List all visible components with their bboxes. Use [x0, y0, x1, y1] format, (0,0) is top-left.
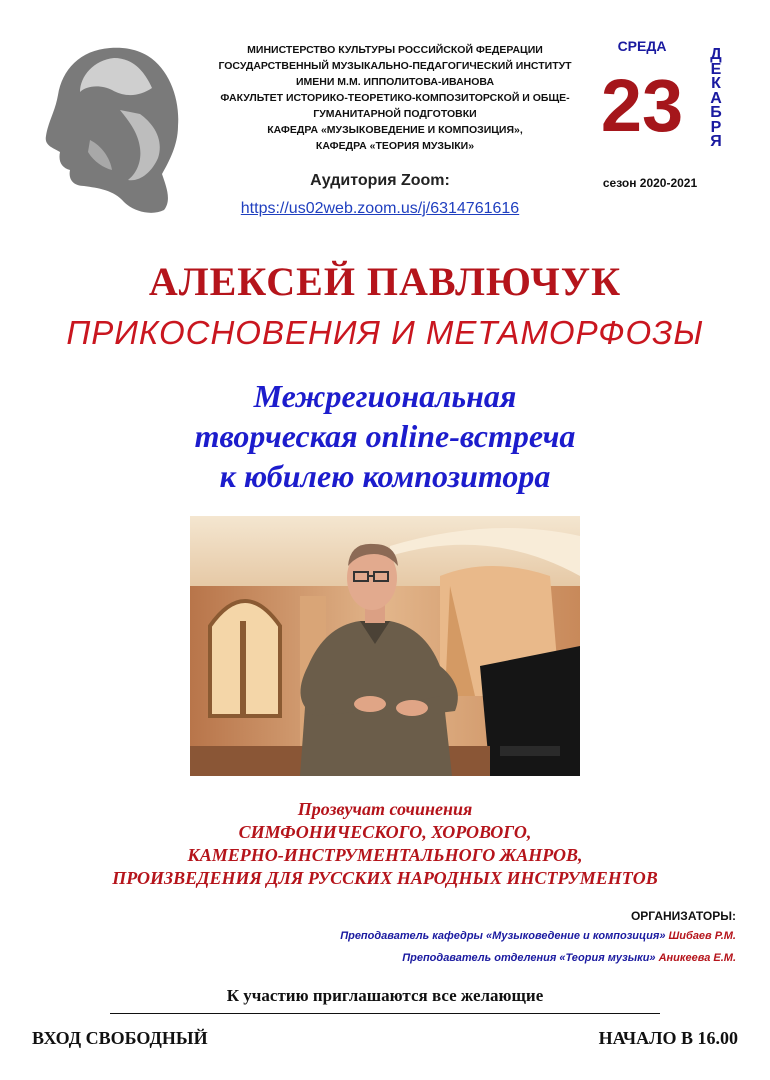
organizers-heading: ОРГАНИЗАТОРЫ: — [630, 909, 736, 923]
organizer-person: Шибаев Р.М. — [668, 930, 736, 942]
month-letter: А — [710, 89, 722, 107]
header-line: ИМЕНИ М.М. ИППОЛИТОВА-ИВАНОВА — [295, 76, 495, 88]
organizer-item — [200, 930, 736, 942]
organizer-role: Преподаватель кафедры «Музыковедение и композиция» — [340, 930, 666, 942]
header-line: МИНИСТЕРСТВО КУЛЬТУРЫ РОССИЙСКОЙ ФЕДЕРАЦИИ — [247, 44, 543, 56]
header-line: ГОСУДАРСТВЕННЫЙ МУЗЫКАЛЬНО-ПЕДАГОГИЧЕСКИЙ ИНСТИТУТ — [218, 60, 572, 72]
divider — [110, 1013, 660, 1014]
works-line: ПРОИЗВЕДЕНИЯ ДЛЯ РУССКИХ НАРОДНЫХ ИНСТРУМЕНТОВ — [112, 868, 658, 888]
zoom-meeting-link[interactable]: https://us02web.zoom.us/j/6314761616 — [240, 200, 520, 217]
event-line: творческая online-встреча — [194, 418, 576, 454]
header-line: КАФЕДРА «ТЕОРИЯ МУЗЫКИ» — [315, 140, 475, 152]
month-letter: Д — [710, 46, 722, 63]
organizer-item — [200, 952, 736, 964]
month-letter: Е — [710, 60, 722, 78]
event-line: Межрегиональная — [253, 378, 517, 414]
composer-name: АЛЕКСЕЙ ПАВЛЮЧУК — [148, 259, 622, 304]
invitation-text: К участию приглашаются все желающие — [226, 986, 544, 1005]
event-weekday: СРЕДА — [617, 38, 667, 54]
organizer-role: Преподаватель отделения «Теория музыки» — [402, 952, 656, 964]
event-line: к юбилею композитора — [219, 458, 551, 494]
works-line: Прозвучат сочинения — [297, 799, 473, 819]
month-letter: К — [711, 75, 721, 92]
season-label: сезон 2020-2021 — [602, 176, 698, 190]
free-entry-label: ВХОД СВОБОДНЫЙ — [32, 1028, 208, 1048]
header-line: ФАКУЛЬТЕТ ИСТОРИКО-ТЕОРЕТИКО-КОМПОЗИТОРСКОЙ И ОБЩЕ- — [220, 92, 570, 104]
month-letter: Я — [710, 133, 722, 150]
zoom-room-label: Аудитория Zoom: — [310, 172, 450, 189]
event-month-vertical — [704, 48, 728, 150]
event-description — [0, 376, 770, 496]
header-line: ГУМАНИТАРНОЙ ПОДГОТОВКИ — [313, 108, 477, 120]
month-letter: Б — [710, 104, 722, 121]
works-line: КАМЕРНО-ИНСТРУМЕНТАЛЬНОГО ЖАНРОВ, — [187, 845, 583, 865]
works-line: СИМФОНИЧЕСКОГО, ХОРОВОГО, — [238, 822, 532, 842]
program-works — [0, 798, 770, 890]
start-time-label: НАЧАЛО В 16.00 — [598, 1028, 738, 1048]
organizer-person: Аникеева Е.М. — [658, 952, 736, 964]
institution-header — [195, 42, 595, 154]
month-letter: Р — [710, 118, 722, 136]
event-subtitle: ПРИКОСНОВЕНИЯ И МЕТАМОРФОЗЫ — [66, 314, 704, 351]
event-day-number: 23 — [600, 64, 684, 147]
header-line: КАФЕДРА «МУЗЫКОВЕДЕНИЕ И КОМПОЗИЦИЯ», — [267, 124, 523, 136]
composer-photo — [190, 516, 580, 776]
composer-portrait-logo — [40, 40, 200, 220]
